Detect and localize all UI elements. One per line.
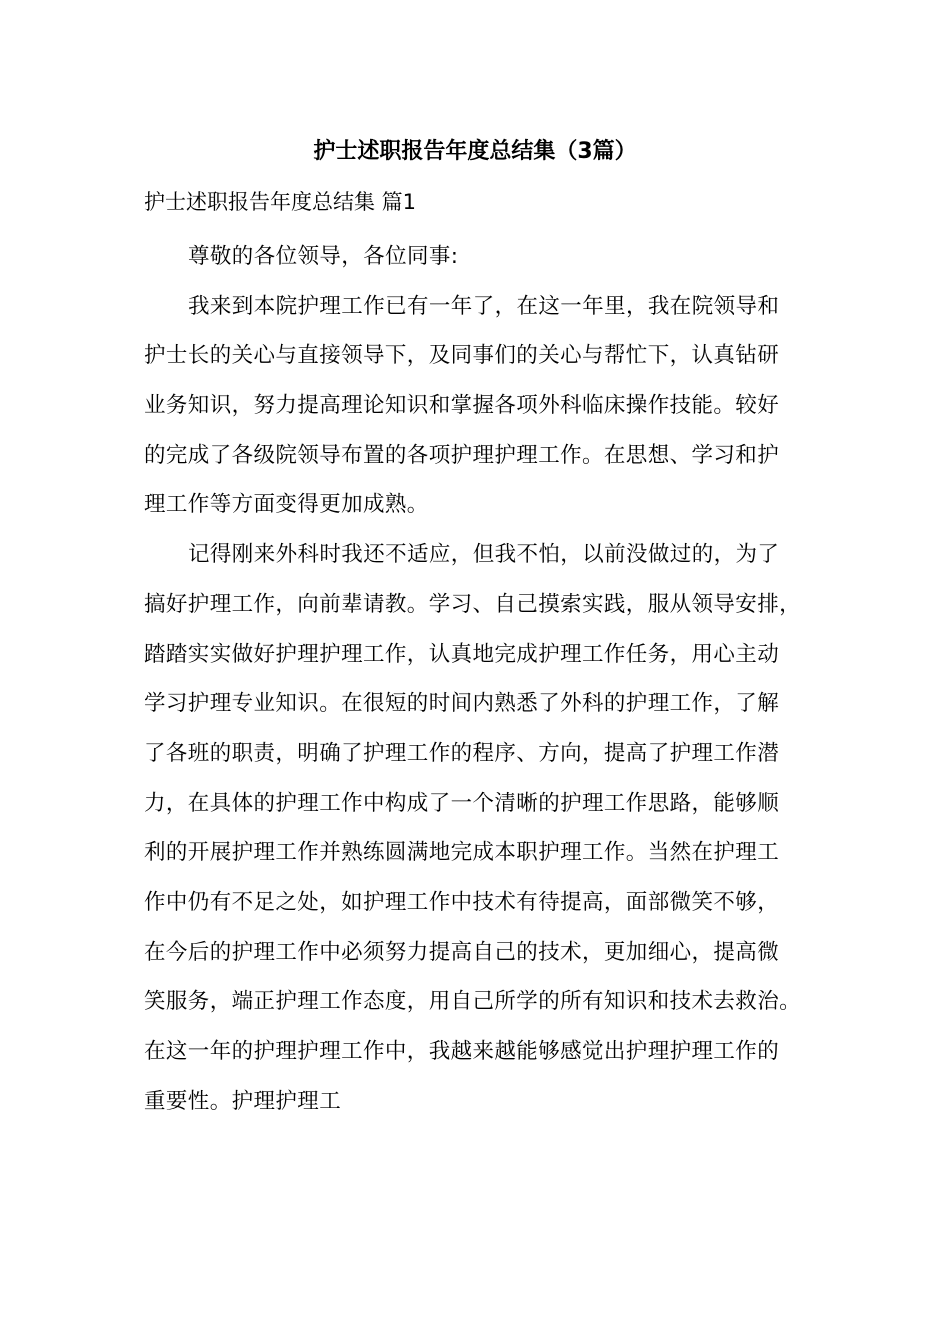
text-line: 在今后的护理工作中必须努力提高自己的技术，更加细心，提高微 — [144, 939, 780, 965]
text-line: 搞好护理工作，向前辈请教。学习、自己摸索实践，服从领导安排， — [144, 591, 802, 617]
text-line: 的完成了各级院领导布置的各项护理护理工作。在思想、学习和护 — [144, 442, 780, 468]
text-line: 记得刚来外科时我还不适应，但我不怕，以前没做过的，为了 — [188, 542, 780, 568]
text-line: 业务知识，努力提高理论知识和掌握各项外科临床操作技能。较好 — [144, 393, 780, 419]
text-line: 作中仍有不足之处，如护理工作中技术有待提高，面部微笑不够， — [144, 889, 780, 915]
text-line: 踏踏实实做好护理护理工作，认真地完成护理工作任务，用心主动 — [144, 641, 780, 667]
document-body — [144, 232, 814, 1126]
text-line: 了各班的职责，明确了护理工作的程序、方向，提高了护理工作潜 — [144, 740, 780, 766]
paragraph-1 — [144, 282, 814, 530]
text-line: 重要性。护理护理工 — [144, 1088, 342, 1114]
text-line: 在这一年的护理护理工作中，我越来越能够感觉出护理护理工作的 — [144, 1039, 780, 1064]
section-heading: 护士述职报告年度总结集 篇1 — [144, 190, 417, 214]
text-line: 学习护理专业知识。在很短的时间内熟悉了外科的护理工作，了解 — [144, 691, 780, 717]
text-line: 我来到本院护理工作已有一年了，在这一年里，我在院领导和 — [188, 293, 780, 319]
text-line: 理工作等方面变得更加成熟。 — [144, 492, 429, 518]
paragraph-2 — [144, 530, 814, 1126]
document-title: 护士述职报告年度总结集（3篇） — [313, 139, 637, 164]
salutation: 尊敬的各位领导，各位同事: — [188, 244, 459, 269]
text-line: 力，在具体的护理工作中构成了一个清晰的护理工作思路，能够顺 — [144, 790, 780, 816]
text-line: 利的开展护理工作并熟练圆满地完成本职护理工作。当然在护理工 — [144, 840, 780, 866]
text-line: 护士长的关心与直接领导下，及同事们的关心与帮忙下，认真钻研 — [144, 343, 780, 369]
text-line: 笑服务，端正护理工作态度，用自己所学的所有知识和技术去救治。 — [144, 989, 802, 1015]
